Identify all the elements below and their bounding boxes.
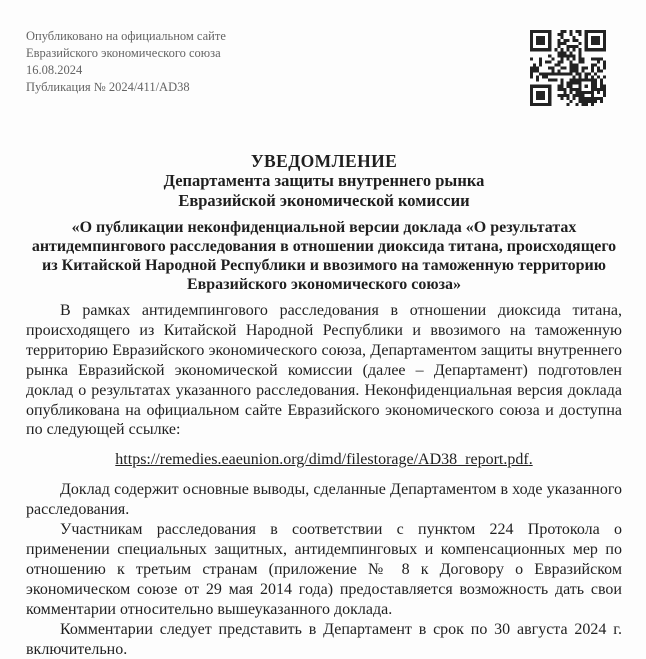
- body-paragraph-4: Комментарии следует представить в Департамент в срок по 30 августа 2024 г. включительно.: [26, 620, 622, 658]
- report-link[interactable]: https://remedies.eaeunion.org/dimd/filestorage/AD38_report.pdf: [115, 451, 529, 469]
- report-link-line: [26, 450, 622, 470]
- publication-date: 16.08.2024: [26, 63, 83, 77]
- link-period: .: [528, 451, 533, 469]
- notice-commission: Евразийской экономической комиссии: [178, 190, 470, 210]
- publication-number: Публикация № 2024/411/AD38: [26, 80, 190, 94]
- qr-code-icon: [530, 30, 606, 106]
- publication-info-line-2: Евразийского экономического союза: [26, 46, 221, 60]
- subject-heading: «О публикации неконфиденциальной версии доклада «О результатах антидемпингового расследования в отношении диоксида титана, происходящего из Китайской Народной Республики и ввозимого на таможенную территорию Евразийского экономического союза»: [31, 219, 617, 293]
- publication-info-line-1: Опубликовано на официальном сайте: [26, 29, 226, 43]
- notice-title-block: [26, 151, 622, 210]
- notice-department: Департамента защиты внутреннего рынка: [163, 171, 485, 190]
- notice-title: УВЕДОМЛЕНИЕ: [250, 151, 398, 171]
- body-paragraph-3: Участникам расследования в соответствии с пунктом 224 Протокола о применении специальных защитных, антидемпинговых и компенсационных мер по отношению к третьим странам (приложение № 8 к Договору о Евразийском экономическом союзе от 29 мая 2014 года) предоставляется возможность дать свои комментарии относительно вышеуказанного доклада.: [26, 521, 622, 618]
- body-paragraph-1: В рамках антидемпингового расследования в отношении диоксида титана, происходящего из Китайской Народной Республики и ввозимого на таможенную территорию Евразийского экономического союза, Департаментом защиты внутреннего рынка Евразийской экономической комиссии (далее – Департамент) подготовлен доклад о результатах указанного расследования. Неконфиденциальная версия доклада опубликована на официальном сайте Евразийского экономического союза и доступна по следующей ссылке:: [26, 302, 622, 439]
- publication-info: [26, 28, 286, 96]
- body-paragraph-2: Доклад содержит основные выводы, сделанные Департаментом в ходе указанного расследования.: [26, 481, 622, 519]
